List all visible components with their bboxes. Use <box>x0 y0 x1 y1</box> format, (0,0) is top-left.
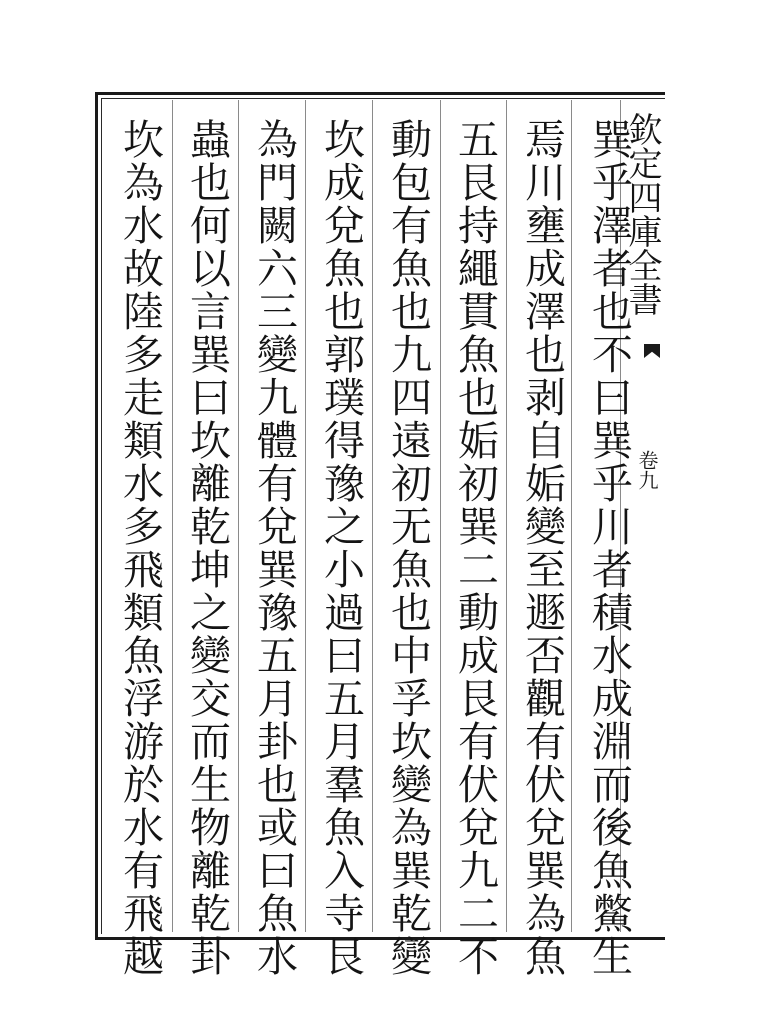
book-title: 欽定四庫全書 <box>622 112 662 316</box>
text-column-7: 蟲也何以言巽曰坎離乾坤之變交而生物離乾卦 <box>183 118 231 978</box>
text-column-3: 五艮持繩貫魚也姤初巽二動成艮有伏兌九二不 <box>451 118 499 978</box>
column-divider <box>440 100 441 932</box>
text-column-8: 坎為水故陸多走類水多飛類魚浮游於水有飛越 <box>116 118 164 978</box>
text-column-6: 為門闕六三變九體有兌巽豫五月卦也或曰魚水 <box>250 118 298 978</box>
volume-label: 卷九 <box>635 450 659 490</box>
inner-border-top <box>101 98 665 99</box>
text-column-5: 坎成兌魚也郭璞得豫之小過曰五月羣魚入寺艮 <box>317 118 365 978</box>
text-column-4: 動包有魚也九四遠初无魚也中孚坎變為巽乾變 <box>384 118 432 978</box>
column-divider <box>172 100 173 932</box>
inner-border-left <box>101 98 102 934</box>
text-column-1: 巽乎澤者也不曰巽乎川者積水成淵而後魚鱉生 <box>585 118 633 978</box>
text-column-2: 焉川壅成澤也剥自姤變至遯否觀有伏兌巽為魚 <box>518 118 566 978</box>
